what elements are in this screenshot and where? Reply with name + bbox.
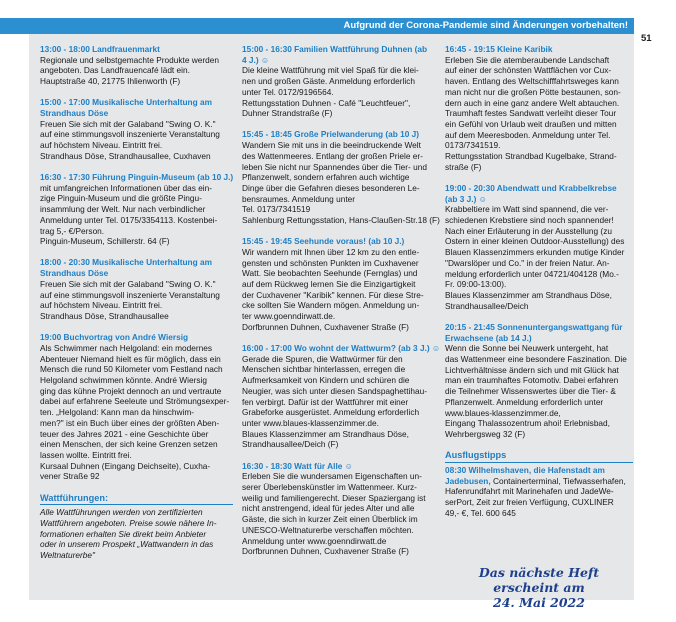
event-description-line: unter Tel. 0172/9196564. [242, 86, 334, 97]
event-description-line: UNESCO-Weltnaturerbe verschaffen möchten. [242, 524, 414, 535]
event-description-line: Helgoland schwimmen könnte. André Wiersig [40, 374, 207, 385]
event-title [445, 322, 633, 343]
event-description-line: bensraumes. Anmeldung unter [242, 193, 356, 204]
event-item [40, 44, 233, 87]
event-description-line: leben Sie nicht nur Spannendes über die Tier- und [242, 161, 427, 172]
event-description-line: vener Straße 92 [40, 471, 100, 482]
event-description-line: insammlung der Welt. Nur nach verbindlicher [40, 204, 206, 215]
wattfuehrungen-line: Alle Wattführungen werden von zertifizierten [40, 507, 203, 518]
event-title-line: 19:00 - 20:30 Abendwatt und Krabbelkrebse [445, 182, 617, 193]
event-title [242, 236, 435, 247]
event-title-line: 15:00 - 17:00 Musikalische Unterhaltung am [40, 97, 212, 108]
corona-notice-banner: Aufgrund der Corona-Pandemie sind Änderungen vorbehalten! [0, 18, 634, 34]
event-description-line: des Wattenmeeres. Entlang der großen Priele er- [242, 150, 423, 161]
event-description-line: Strandhausallee/Deich (F) [242, 439, 339, 450]
next-issue-line: Das nächste Heft erscheint am [478, 565, 600, 595]
event-description-line: ein Gefühl von Urlaub weit draußen und mitten [445, 118, 617, 129]
event-description-line: Rettungsstation Strandbad Kugelbake, Strand- [445, 151, 617, 162]
event-title [242, 44, 435, 65]
event-description-line: man nicht nur die großen Pötte bestaunen, son- [445, 86, 621, 97]
event-description-line: Blauen Klassenzimmers erkunden mutige Kinder [445, 247, 625, 258]
wattfuehrungen-line: Weltnaturerbe" [40, 550, 95, 561]
event-description-line: Als Schwimmer nach Helgoland: ein modernes [40, 342, 213, 353]
ausflugstipps-heading: Ausflugstipps [445, 450, 633, 463]
event-description-line: der Cuxhavener "Karibik" kennen. Für diese Stre- [242, 289, 424, 300]
event-description-line: Pflanzenwelt, sondern erfahren auch wichtige [242, 172, 410, 183]
event-title-line: 16:30 - 18:30 Watt für Alle ☺ [242, 460, 354, 471]
event-description-line: einen Menschen, der sich keine Grenzen setzen [40, 439, 218, 450]
event-item [445, 322, 633, 440]
event-description-line: Watt. Sie beobachten Seehunde (Fernglas) und [242, 268, 418, 279]
event-title-line: 15:00 - 16:30 Familien Wattführung Duhnen (ab [242, 44, 428, 54]
event-item [242, 343, 441, 450]
event-title-line: 15:45 - 19:45 Seehunde voraus! (ab 10 J.) [242, 236, 405, 247]
event-description-line: Grabeforke ausgerüstet. Anmeldung erforderlich [242, 407, 420, 418]
event-description-line: angeboten. Das Landfrauencafé lädt ein. [40, 65, 190, 76]
event-description-line: Kursaal Duhnen (Eingang Deichseite), Cuxha- [40, 460, 211, 471]
event-description-line: Traumhaft festes Sandwatt verleiht dieser Tour [445, 108, 617, 119]
event-description-line: Wenn die Sonne bei Neuwerk untergeht, hat [445, 343, 609, 354]
event-description-line: Anmeldung unter Tel. 0175/3354113. Kostenbei- [40, 214, 218, 225]
event-description-line: mit umfangreichen Informationen über das ein- [40, 182, 213, 193]
event-description-line: lassen wollte. Eintritt frei. [40, 449, 132, 460]
event-description-line: nicht anstrengend, ideal für jedes Alter und alle [242, 503, 415, 514]
event-title-line: 20:15 - 21:45 Sonnenuntergangswattgang für [445, 321, 623, 332]
event-description-line: Aufmerksamkeit von Kindern und schüren die [242, 375, 410, 386]
event-description-line: Menschen sichtbar hinterlassen, erregen die [242, 364, 406, 375]
event-description-line: Dinge über die Gefahren dieses besonderen Le- [242, 182, 420, 193]
ausflug-title-line: Jadebusen, Containerterminal, Tiefwasserhafen, [445, 475, 626, 486]
event-description-line: Pflanzenwelt. Anmeldung erforderlich unter [445, 396, 604, 407]
event-title [40, 332, 233, 343]
event-description [40, 343, 233, 482]
event-description-line: ging das kühne Projekt dennoch an und vertraute [40, 385, 222, 396]
event-description-line: Sahlenburg Rettungsstation, Hans-Claußen-Str.18 (F) [242, 215, 440, 226]
event-title-line: Strandhaus Döse [40, 108, 109, 119]
event-description-line: die Teilnehmer Wissenswertes über die Tier- & [445, 386, 616, 397]
event-description-line: meldung erforderlich unter 04721/404128 (Mo.- [445, 268, 619, 279]
event-description-line: auf eine stimmungsvoll inszenierte Veranstaltung [40, 129, 220, 140]
event-description-line: Regionale und selbstgemachte Produkte werden [40, 54, 219, 65]
event-description [242, 471, 435, 557]
event-description-line: Strandhaus Döse, Strandhausallee [40, 310, 169, 321]
event-title [445, 44, 633, 55]
event-description-line: 0173/7341519. [445, 140, 501, 151]
event-description-line: Freuen Sie sich mit der Galaband "Swing O. K." [40, 118, 216, 129]
event-description-line: fen verbirgt. Dafür ist der Wattführer mit einer [242, 396, 409, 407]
ausflug-event [445, 465, 633, 519]
event-description-line: Wehrbergsweg 32 (F) [445, 428, 526, 439]
event-item [40, 332, 233, 482]
event-description-line: Dorfbrunnen Duhnen, Cuxhavener Straße (F) [242, 321, 409, 332]
event-description-line: Pinguin-Museum, Schillerstr. 64 (F) [40, 236, 170, 247]
event-description-line: www.blaues-klassenzimmer.de, [445, 407, 561, 418]
event-description [40, 279, 233, 322]
next-issue-notice [445, 565, 633, 610]
event-description-line: Abenteuer Niemand hielt es für möglich, dass ein [40, 353, 221, 364]
event-title-line: 16:45 - 19:15 Kleine Karibik [445, 44, 553, 54]
wattfuehrungen-line: Wattführern angeboten. Preise sowie nähere In- [40, 517, 217, 528]
event-description-line: auf höchstem Niveau. Eintritt frei. [40, 300, 163, 311]
event-item [445, 44, 633, 172]
event-item [40, 257, 233, 321]
event-title-line: 4 J.) ☺ [242, 54, 270, 65]
event-description-line: men?" ist ein Buch über eines der größten Aben- [40, 417, 220, 428]
event-description [40, 55, 233, 87]
event-title [242, 129, 435, 140]
event-title-line: (ab 3 J.) ☺ [445, 193, 488, 204]
event-description-line: Blaues Klassenzimmer am Strandhaus Döse, [445, 289, 612, 300]
event-item [40, 172, 233, 247]
event-title-line: 19:00 Buchvortrag von André Wiersig [40, 332, 189, 343]
event-description-line: auf eine stimmungsvoll inszenierte Veranstaltung [40, 289, 220, 300]
wattfuehrungen-heading: Wattführungen: [40, 493, 233, 506]
event-description [242, 65, 435, 119]
event-item [242, 129, 440, 226]
event-title-line: Erwachsene (ab 14 J.) [445, 332, 532, 343]
event-description-line: Nach einer Erläuterung in der Ausstellung (zu [445, 225, 612, 236]
event-description-line: Strandhaus Döse, Strandhausallee, Cuxhaven [40, 150, 211, 161]
event-title-line: 15:45 - 18:45 Große Prielwanderung (ab 10 J) [242, 129, 420, 140]
event-title-line: 13:00 - 18:00 Landfrauenmarkt [40, 44, 160, 54]
event-description-line: ter www.goenndirwatt.de. [242, 311, 336, 322]
event-description [445, 55, 633, 173]
event-description-line: Gerade die Spuren, die Wattwürmer für den [242, 353, 403, 364]
event-description [40, 183, 233, 247]
ausflug-body-line: serPort, Zeit zur freien Verfügung, CUXLINER [445, 496, 614, 507]
wattfuehrungen-line: oder in unserem Prospekt „Wattwandern in das [40, 539, 214, 550]
event-description-line: schiedenen Krebstiere sind noch spannender! [445, 215, 614, 226]
event-description-line: straße (F) [445, 161, 482, 172]
event-title-line: 16:30 - 17:30 Führung Pinguin-Museum (ab 10 J.) [40, 172, 234, 183]
event-item [242, 44, 435, 119]
event-description-line: Anmeldung unter www.goenndirwatt.de [242, 535, 387, 546]
event-title [40, 97, 233, 118]
ausflug-body-line: 49,- €, Tel. 600 645 [445, 507, 516, 518]
event-title [40, 44, 233, 55]
event-description-line: Krabbeltiere im Watt sind spannend, die ver- [445, 204, 609, 215]
ausflug-title-line: 08:30 Wilhelmshaven, die Hafenstadt am [445, 464, 605, 475]
event-description-line: weilig und familiengerecht. Dieser Spaziergang ist [242, 492, 426, 503]
event-title [40, 257, 233, 278]
event-description-line: auf dem Meeresboden. Anmeldung unter Tel. [445, 129, 611, 140]
wattfuehrungen-line: formationen erhalten Sie direkt beim Anbieter [40, 528, 207, 539]
event-description-line: nen und großen Gäste. Anmeldung erforderlich [242, 76, 415, 87]
event-description-line: Eingang Thalassozentrum ahoi! Erlebnisbad, [445, 418, 610, 429]
event-description-line: das Wattenmeer eine besondere Faszination. Die [445, 353, 627, 364]
event-description-line: Wandern Sie mit uns in die beeindruckende Welt [242, 140, 421, 151]
event-description-line: Lichtverhältnisse ändern sich und mit Glück hat [445, 364, 619, 375]
event-description-line: Strandhausallee/Deich [445, 300, 529, 311]
event-description [242, 354, 435, 450]
event-description-line: Fr. 09:00-13:00). [445, 279, 507, 290]
event-item [242, 461, 435, 557]
event-title-line: Strandhaus Döse [40, 268, 109, 279]
column-1 [40, 44, 233, 561]
event-description-line: Mensch die rund 50 Kilometer vom Festland nach [40, 364, 223, 375]
wattfuehrungen-text [40, 507, 233, 561]
event-description-line: teuer des Jahres 2021 - eine Geschichte über [40, 428, 209, 439]
page-number: 51 [641, 33, 652, 44]
event-description-line: Tel. 0173/7341519 [242, 204, 311, 215]
event-description-line: auf dem Rückweg lernen Sie die Einzigartigkeit [242, 279, 416, 290]
event-description-line: man ein traumhaftes Fotomotiv. Dabei erfahren [445, 375, 619, 386]
event-description-line: ten. „Helgoland: Kann man da hinschwim- [40, 407, 195, 418]
event-description-line: Duhner Strandstraße (F) [242, 108, 333, 119]
event-item [242, 236, 435, 332]
event-description-line: Dorfbrunnen Duhnen, Cuxhavener Straße (F) [242, 546, 409, 557]
event-description-line: Ostern in einer kleinen Outdoor-Ausstellung) des [445, 236, 625, 247]
event-item [40, 97, 233, 161]
event-description-line: Erleben Sie die atemberaubende Landschaft [445, 54, 610, 65]
event-description-line: dern auch in eine ganz andere Welt abtauchen. [445, 97, 620, 108]
event-description-line: Freuen Sie sich mit der Galaband "Swing O. K." [40, 278, 216, 289]
event-title [242, 461, 435, 472]
event-item [445, 183, 633, 311]
event-description-line: Die kleine Wattführung mit viel Spaß für die klei- [242, 65, 419, 76]
event-title-line: 16:00 - 17:00 Wo wohnt der Wattwurm? (ab 3 J.) ☺ [242, 343, 441, 354]
column-3 [445, 44, 633, 529]
event-description [40, 119, 233, 162]
event-description-line: Gäste, die sich in kurzer Zeit einen Überblick im [242, 514, 418, 525]
ausflug-body [445, 486, 633, 518]
next-issue-line: 24. Mai 2022 [493, 595, 585, 610]
event-description-line: Blaues Klassenzimmer am Strandhaus Döse, [242, 428, 409, 439]
event-title [242, 343, 441, 354]
event-description-line: dabei auf erfahrene Seeleute und Strömungsexper- [40, 396, 230, 407]
ausflug-title-tail: Containerterminal, Tiefwasserhafen, [490, 475, 626, 486]
event-description-line: cke sollten Sie Wandern mögen. Anmeldung un- [242, 300, 420, 311]
event-description-line: gensten und schönsten Punkten im Cuxhavener [242, 257, 419, 268]
event-description [445, 204, 633, 311]
ausflug-body-line: Hafenrundfahrt mit Marinehafen und JadeWe- [445, 486, 614, 497]
event-description-line: trag 5,- €/Person. [40, 225, 105, 236]
event-description-line: auf einer der schönsten Wattflächen vor Cux- [445, 65, 612, 76]
event-description-line: serer Überlebenskünstler im Wattenmeer. Kurz- [242, 482, 417, 493]
event-description [242, 140, 440, 226]
event-description-line: unter www.blaues-klassenzimmer.de. [242, 418, 379, 428]
event-description-line: Rettungsstation Duhnen - Café "Leuchtfeuer", [242, 97, 411, 108]
ausflug-title [445, 465, 633, 486]
event-description [445, 343, 633, 439]
event-description-line: zige Pinguin-Museum und die größte Pingu- [40, 193, 202, 204]
event-title [445, 183, 633, 204]
event-description-line: Hauptstraße 40, 21775 Ihlienworth (F) [40, 76, 181, 87]
event-description-line: Erleben Sie die wundersamen Eigenschaften un- [242, 471, 422, 482]
event-description-line: auf höchstem Niveau. Eintritt frei. [40, 140, 163, 151]
event-title-line: 18:00 - 20:30 Musikalische Unterhaltung am [40, 257, 212, 268]
event-description-line: Neugier, was sich unter diesen Sandspaghettihau- [242, 385, 427, 396]
event-title [40, 172, 233, 183]
event-description-line: Wir wandern mit Ihnen über 12 km zu den entle- [242, 246, 420, 257]
event-description-line: haven. Entlang des Weltschifffahrtsweges kann [445, 76, 619, 87]
event-description-line: "Dwarslöper und Co." in der freien Natur. An- [445, 257, 610, 268]
event-description [242, 247, 435, 333]
column-2 [242, 44, 441, 567]
